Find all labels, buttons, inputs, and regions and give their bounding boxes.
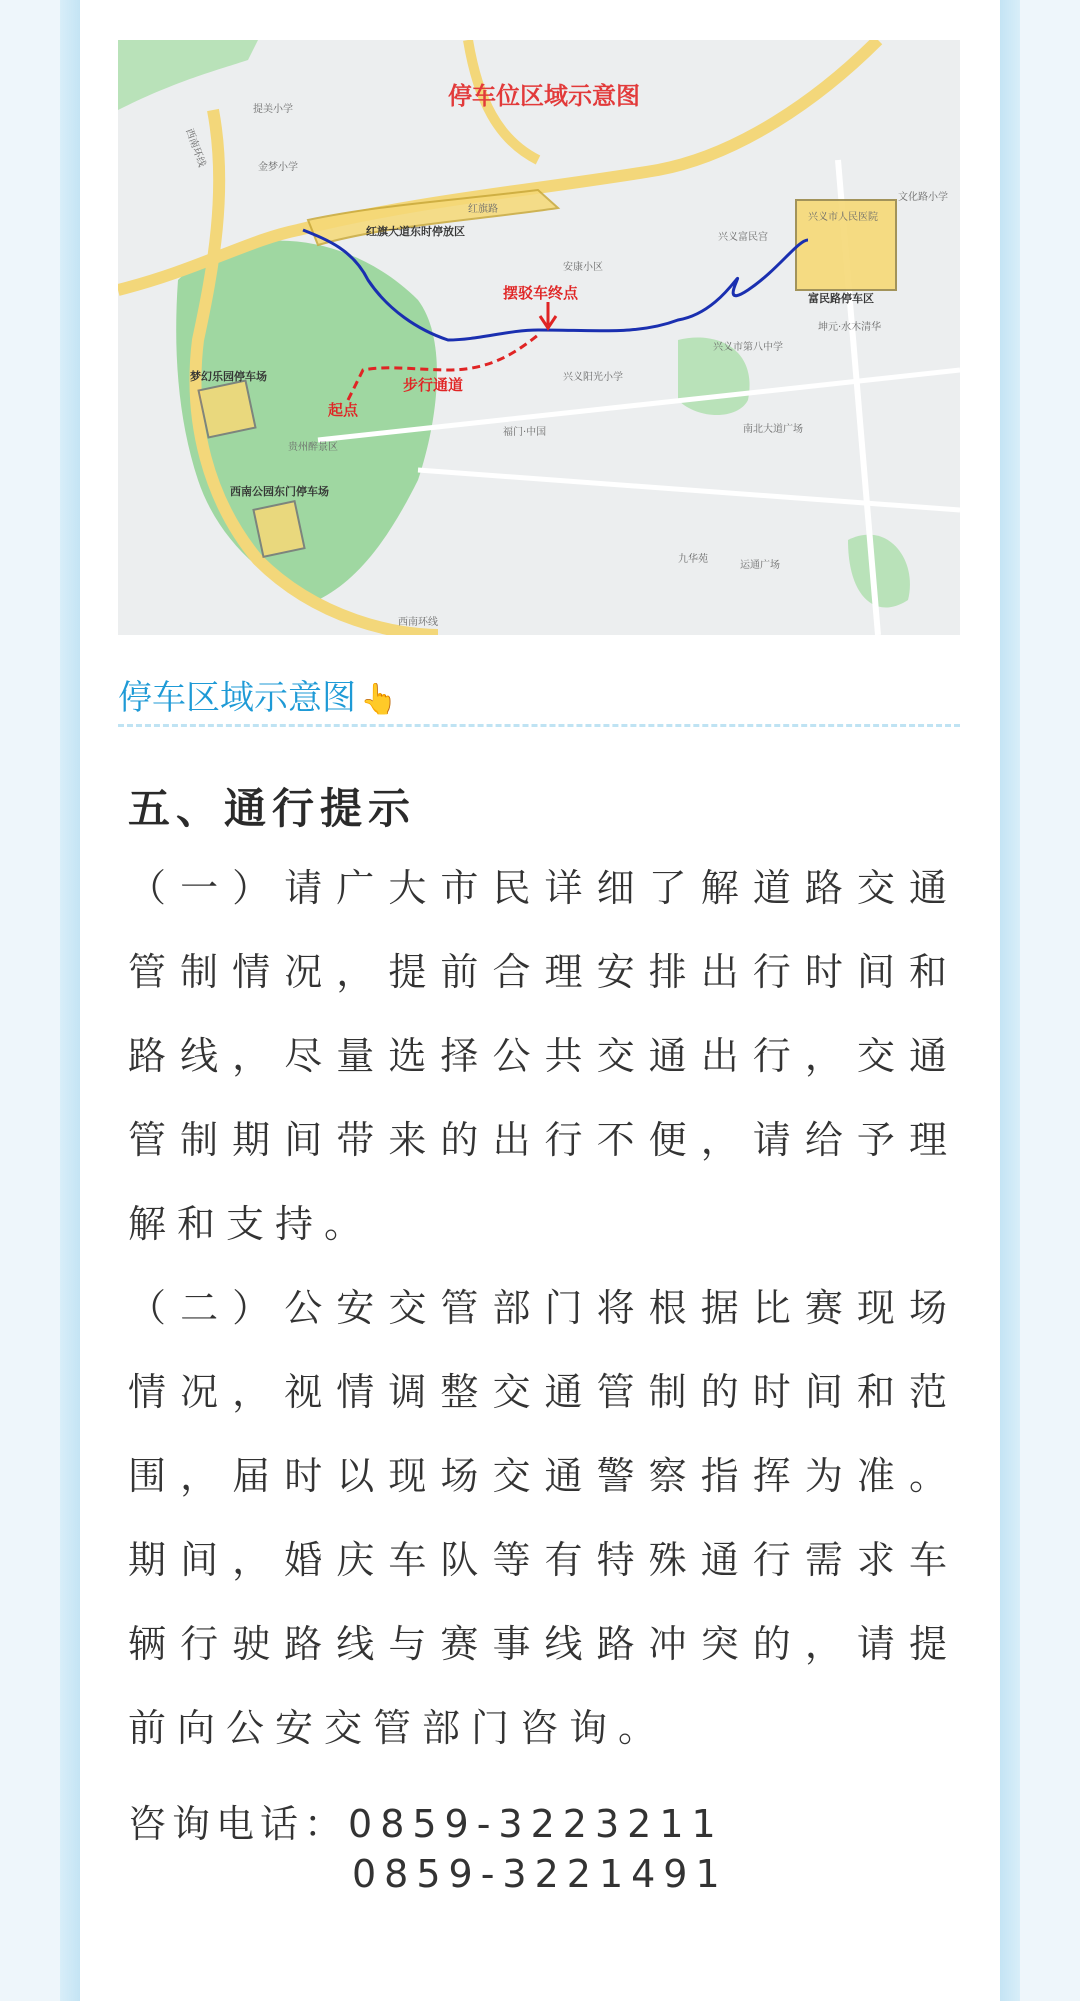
map-label-parking-hongqi: 红旗大道东时停放区 <box>366 225 465 238</box>
paragraph-two: （二）公安交管部门将根据比赛现场情况，视情调整交通管制的时间和范围，届时以现场交通警察指挥为准。期间，婚庆车队等有特殊通行需求车辆行驶路线与赛事线路冲突的，请提前向公安交管部门咨询。 <box>128 1286 958 1750</box>
map-label-jinmeng-school: 金梦小学 <box>258 162 298 173</box>
pointing-hand-icon: 👆 <box>360 682 398 717</box>
map-label-parking-dream: 梦幻乐园停车场 <box>190 370 267 383</box>
phone-number-1[interactable]: 0859-3223211 <box>348 1802 724 1846</box>
map-label-liguo-gate: 福门·中国 <box>503 427 547 438</box>
section-heading: 五、通行提示 <box>128 784 417 833</box>
phone-number-2[interactable]: 0859-3221491 <box>352 1852 728 1896</box>
map-label-yuntong-square: 运通广场 <box>740 560 780 571</box>
map-label-south-ring: 西南环线 <box>398 617 438 628</box>
paragraph-one: （一）请广大市民详细了解道路交通管制情况，提前合理安排出行时间和路线，尽量选择公共交通出行，交通管制期间带来的出行不便，请给予理解和支持。 <box>128 866 958 1246</box>
map-label-shuttle-end: 摆驳车终点 <box>503 284 579 302</box>
map-label-hongqi-road: 红旗路 <box>468 204 498 215</box>
right-frame-border <box>1000 0 1020 2001</box>
parking-zone-dream <box>199 381 256 438</box>
map-label-wenhua-school: 文化路小学 <box>898 192 948 203</box>
map-label-shuimu: 坤元·水木清华 <box>818 322 882 333</box>
map-label-start: 起点 <box>328 401 359 419</box>
caption-text: 停车区域示意图 <box>118 678 356 718</box>
map-label-timei-school: 提美小学 <box>253 104 293 115</box>
map-label-sunshine-school: 兴义阳光小学 <box>563 372 623 383</box>
map-label-jiuhua: 九华苑 <box>678 554 708 565</box>
map-label-parking-east-gate: 西南公园东门停车场 <box>230 485 329 498</box>
parking-area-map[interactable] <box>118 40 960 635</box>
map-label-ankang: 安康小区 <box>563 262 603 273</box>
map-label-parking-fuyuan: 富民路停车区 <box>808 292 874 305</box>
map-caption <box>118 670 397 719</box>
left-frame-border <box>60 0 80 2001</box>
map-label-hospital: 兴义市人民医院 <box>808 212 878 223</box>
map-label-no8-school: 兴义市第八中学 <box>713 342 783 353</box>
map-canvas <box>118 40 960 635</box>
map-label-west-ring: 西南环线 <box>183 127 208 169</box>
map-label-scenic: 贵州醉景区 <box>288 442 338 453</box>
map-label-nanbei-square: 南北大道广场 <box>743 424 803 435</box>
contact-label: 咨询电话： <box>128 1802 349 1846</box>
map-title: 停车位区域示意图 <box>448 82 640 110</box>
map-label-walk-path: 步行通道 <box>403 376 464 394</box>
dashed-divider <box>118 724 960 727</box>
map-label-fuyuan-palace: 兴义富民宫 <box>718 232 768 243</box>
parking-zone-east-gate <box>253 501 304 557</box>
